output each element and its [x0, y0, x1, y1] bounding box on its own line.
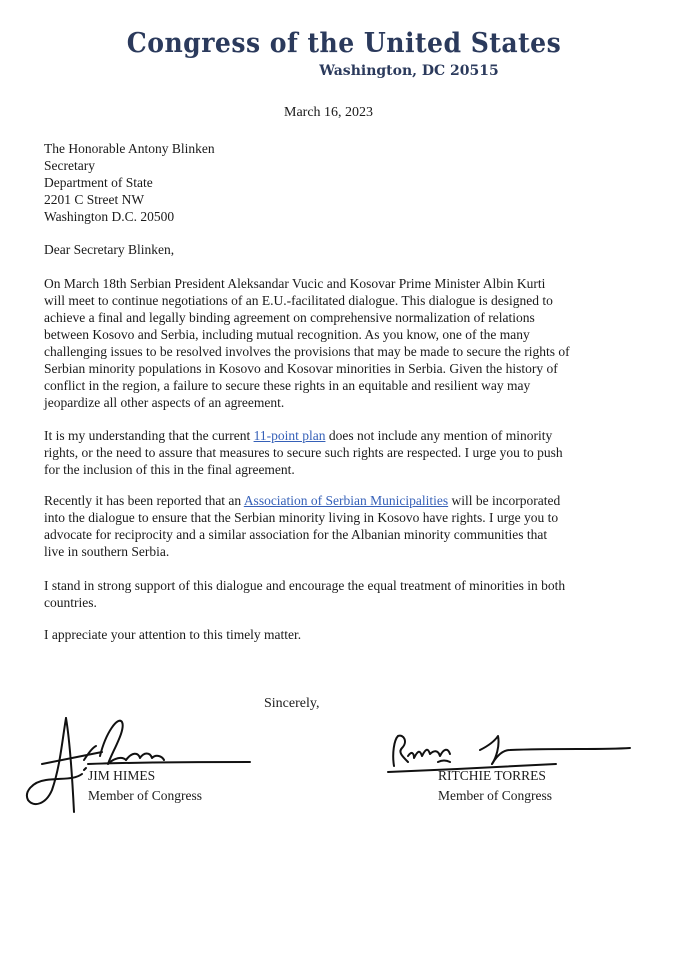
letter-date: March 16, 2023: [284, 105, 374, 120]
signer-himes: [88, 766, 202, 806]
paragraph-line: rights, or the need to assure that measures to secure such rights are respected. I urge you to push: [44, 445, 563, 460]
paragraph-line: jeopardize all other aspects of an agreement.: [44, 395, 285, 410]
paragraph-line: advocate for reciprocity and a similar association for the Albanian minority communities that: [44, 527, 548, 542]
address-line: 2201 C Street NW: [44, 192, 145, 207]
paragraph-line: live in southern Serbia.: [44, 544, 170, 559]
salutation: Dear Secretary Blinken,: [44, 242, 175, 257]
address-line: The Honorable Antony Blinken: [44, 141, 215, 156]
text-segment: does not include any mention of minority: [325, 428, 553, 443]
address-line: Secretary: [44, 158, 95, 173]
text-segment: It is my understanding that the current: [44, 428, 254, 443]
paragraph-4: [44, 577, 656, 611]
association-serbian-municipalities-link[interactable]: Association of Serbian Municipalities: [243, 493, 449, 508]
paragraph-line: into the dialogue to ensure that the Serbian minority living in Kosovo have rights. I urge you to: [44, 510, 559, 525]
paragraph-line: for the inclusion of this in the final agreement.: [44, 462, 295, 477]
text-segment: Recently it has been reported that an: [44, 493, 244, 508]
letterhead-subtitle: Washington, DC 20515: [319, 63, 499, 79]
letterhead: [0, 28, 688, 80]
paragraph-line: between Kosovo and Serbia, including mutual recognition. As you know, one of the many: [44, 327, 530, 342]
letterhead-title: Congress of the United States: [126, 28, 562, 59]
paragraph-line: challenging issues to be resolved involves the provisions that may be made to secure the rights of: [44, 344, 570, 359]
paragraph-1: [44, 275, 656, 411]
paragraph-line: [44, 427, 656, 444]
signer-torres: [438, 766, 552, 806]
text-segment: will be incorporated: [448, 493, 561, 508]
paragraph-line: [44, 492, 656, 509]
paragraph-line: countries.: [44, 595, 97, 610]
paragraph-5: I appreciate your attention to this timely matter.: [44, 627, 302, 642]
paragraph-line: On March 18th Serbian President Aleksandar Vucic and Kosovar Prime Minister Albin Kurti: [44, 276, 546, 291]
paragraph-line: will meet to continue negotiations of an E.U.-facilitated dialogue. This dialogue is designed to: [44, 293, 553, 308]
paragraph-line: I stand in strong support of this dialogue and encourage the equal treatment of minorities in both: [44, 578, 566, 593]
signer-title: Member of Congress: [438, 788, 552, 803]
paragraph-line: Serbian minority populations in Kosovo and Kosovar minorities in Serbia. Given the history of: [44, 361, 558, 376]
address-line: Washington D.C. 20500: [44, 209, 175, 224]
signer-title: Member of Congress: [88, 788, 202, 803]
paragraph-line: conflict in the region, a failure to secure these rights in an equitable and resilient way may: [44, 378, 531, 393]
paragraph-3: [44, 492, 656, 560]
signer-name: JIM HIMES: [88, 768, 156, 783]
address-line: Department of State: [44, 175, 153, 190]
paragraph-line: achieve a final and legally binding agreement on comprehensive normalization of relations: [44, 310, 535, 325]
paragraph-2: [44, 427, 656, 478]
closing: Sincerely,: [264, 696, 320, 711]
signer-name: RITCHIE TORRES: [438, 768, 546, 783]
recipient-address: [44, 140, 656, 225]
eleven-point-plan-link[interactable]: 11-point plan: [253, 428, 326, 443]
